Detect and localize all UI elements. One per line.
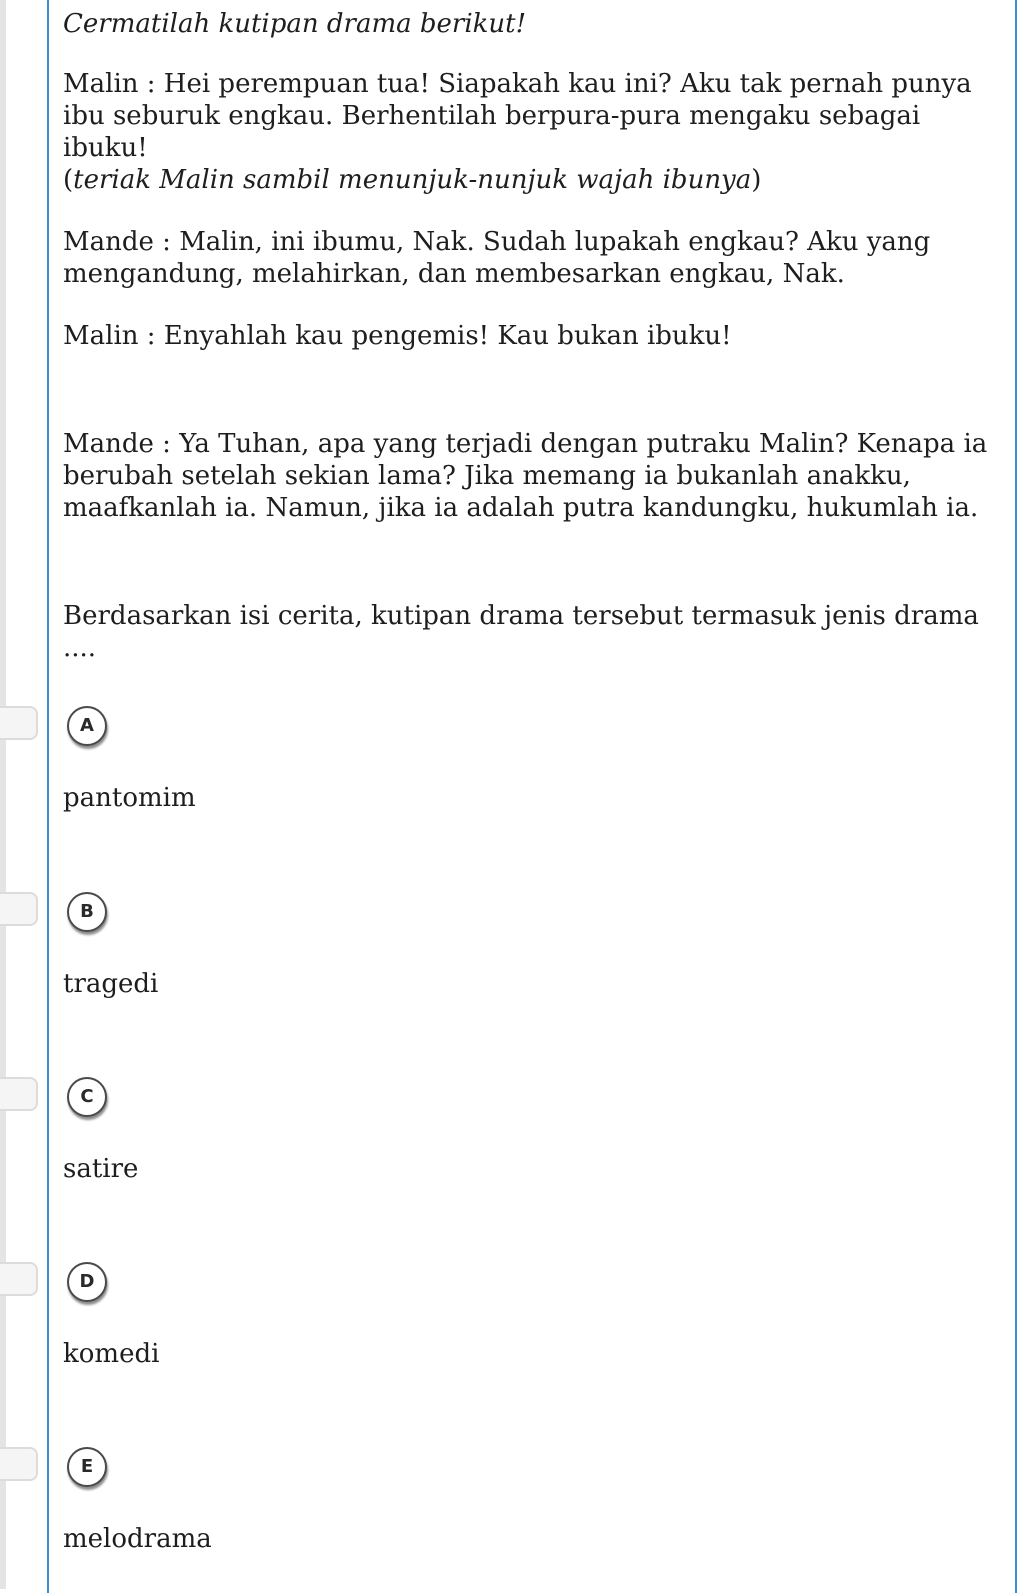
option-b-letter-badge[interactable]: B	[67, 892, 107, 932]
stage-direction: teriak Malin sambil menunjuk-nunjuk wajah ibunya	[73, 165, 752, 195]
option-a-letter-badge[interactable]: A	[67, 706, 107, 746]
dialogue-malin-1-text: Malin : Hei perempuan tua! Siapakah kau ini? Aku tak pernah punya ibu seburuk engkau. Berhentilah berpura-pura mengaku sebagai ibuku!	[63, 69, 972, 163]
left-gutter	[0, 0, 6, 1589]
option-e-text[interactable]: melodrama	[63, 1524, 212, 1554]
option-d-text[interactable]: komedi	[63, 1339, 160, 1369]
dialogue-mande-2: Mande : Ya Tuhan, apa yang terjadi dengan putraku Malin? Kenapa ia berubah setelah sekian lama? Jika memang ia bukanlah anakku, maafkanlah ia. Namun, jika ia adalah putra kandungku, hukumlah ia.	[63, 429, 988, 523]
option-b-marker[interactable]	[0, 892, 38, 926]
question-prompt: Berdasarkan isi cerita, kutipan drama tersebut termasuk jenis drama ....	[63, 601, 979, 663]
option-a-marker[interactable]	[0, 706, 38, 740]
stage-direction-close: )	[751, 165, 762, 195]
stage-direction-open: (	[63, 165, 74, 195]
option-e-marker[interactable]	[0, 1447, 38, 1481]
option-c-text[interactable]: satire	[63, 1154, 139, 1184]
dialogue-mande-1: Mande : Malin, ini ibumu, Nak. Sudah lupakah engkau? Aku yang mengandung, melahirkan, dan membesarkan engkau, Nak.	[63, 227, 931, 289]
option-d-letter-badge[interactable]: D	[67, 1262, 107, 1302]
dialogue-malin-2: Malin : Enyahlah kau pengemis! Kau bukan ibuku!	[63, 321, 732, 351]
option-c-letter-badge[interactable]: C	[67, 1077, 107, 1117]
option-b-text[interactable]: tragedi	[63, 969, 159, 999]
option-c-marker[interactable]	[0, 1077, 38, 1111]
dialogue-malin-1	[63, 68, 1013, 196]
option-a-text[interactable]: pantomim	[63, 783, 196, 813]
option-d-marker[interactable]	[0, 1262, 38, 1296]
question-instruction: Cermatilah kutipan drama berikut!	[63, 9, 527, 39]
question-content	[63, 8, 1013, 664]
option-e-letter-badge[interactable]: E	[67, 1447, 107, 1487]
